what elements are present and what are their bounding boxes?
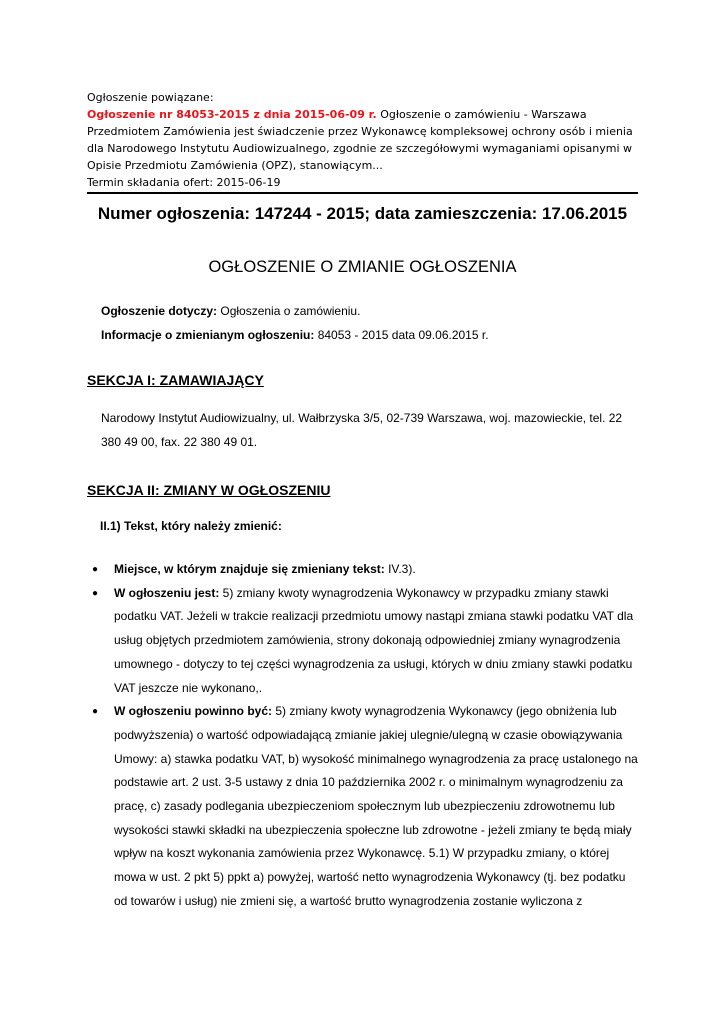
changed-label: Informacje o zmienianym ogłoszeniu: — [101, 328, 315, 342]
changed-value: 84053 - 2015 data 09.06.2015 r. — [314, 328, 489, 342]
list-item — [87, 700, 642, 913]
changes-list — [87, 558, 642, 914]
related-description-text: Ogłoszenie o zamówieniu - Warszawa Przedmiotem Zamówienia jest świadczenie przez Wykonawcę kompleksowej ochrony osób i mienia dla Narodowego Instytutu Audiowizualnego, zgodnie ze szczegółowymi wymaganiami opisanymi w Opisie Przedmiotu Zamówienia (OPZ), stanowiącym... — [87, 108, 633, 172]
item-text: IV.3). — [384, 562, 416, 576]
changed-notice-line — [101, 327, 641, 343]
bullet-icon: ● — [92, 587, 99, 599]
concerns-line — [101, 303, 641, 319]
notice-subtitle: OGŁOSZENIE O ZMIANIE OGŁOSZENIA — [208, 258, 517, 276]
notice-title: Numer ogłoszenia: 147244 - 2015; data zamieszczenia: 17.06.2015 — [97, 204, 628, 223]
related-description — [87, 106, 647, 174]
item-text: 5) zmiany kwoty wynagrodzenia Wykonawcy w przypadku zmiany stawki podatku VAT. Jeżeli w trakcie realizacji przedmiotu umowy nastąpi zmiana stawki podatku VAT dla usług objętych przedmiotem zamówienia, strony dokonają odpowiedniej zmiany wynagrodzenia umownego - dotyczy to tej części wynagrodzenia za usługi, których w dniu zmiany stawki podatku VAT jeszcze nie wykonano,. — [114, 585, 634, 695]
item-label: W ogłoszeniu jest: — [114, 585, 220, 600]
section2-heading: SEKCJA II: ZMIANY W OGŁOSZENIU — [87, 482, 331, 498]
related-notice — [87, 89, 647, 191]
item-label: W ogłoszeniu powinno być: — [114, 704, 272, 719]
concerns-value: Ogłoszenia o zamówieniu. — [217, 304, 361, 318]
section2-subheading: II.1) Tekst, który należy zmienić: — [100, 519, 282, 533]
horizontal-divider — [87, 192, 638, 194]
bullet-icon: ● — [92, 564, 99, 575]
item-text: 5) zmiany kwoty wynagrodzenia Wykonawcy (jego obniżenia lub podwyższenia) o wartość odpowiadającą zmianie jakiej ulegnie/ulegną w czasie obowiązywania Umowy: a) stawka podatku VAT, b) wysokość minimalnego wynagrodzenia za pracę ustalonego na podstawie art. 2 ust. 3-5 ustawy z dnia 10 października 2002 r. o minimalnym wynagrodzeniu za pracę, c) zasady podlegania ubezpieczeniom społecznym lub ubezpieczeniu zdrowotnemu lub wysokości stawki składki na ubezpieczenia społeczne lub zdrowotne - jeżeli zmiany te będą miały wpływ na koszt wykonania zamówienia przez Wykonawcę. 5.1) W przypadku zmiany, o której mowa w ust. 2 pkt 5) ppkt a) powyżej, wartość netto wynagrodzenia Wykonawcy (tj. bez podatku od towarów i usług) nie zmieni się, a wartość brutto wynagrodzenia zostanie wyliczona z — [114, 704, 638, 908]
bullet-icon: ● — [92, 706, 99, 718]
item-label: Miejsce, w którym znajduje się zmieniany tekst: — [114, 562, 385, 576]
list-item — [87, 582, 642, 701]
related-heading: Ogłoszenie powiązane: — [87, 91, 214, 104]
section1-text: Narodowy Instytut Audiowizualny, ul. Wałbrzyska 3/5, 02-739 Warszawa, woj. mazowieckie, tel. 22 380 49 00, fax. 22 380 49 01. — [101, 411, 623, 449]
list-item — [87, 558, 642, 582]
concerns-label: Ogłoszenie dotyczy: — [101, 304, 218, 318]
section1-heading: SEKCJA I: ZAMAWIAJĄCY — [87, 372, 264, 388]
offer-deadline: Termin składania ofert: 2015-06-19 — [87, 176, 281, 189]
related-notice-link[interactable]: Ogłoszenie nr 84053-2015 z dnia 2015-06-09 r. — [87, 108, 377, 121]
